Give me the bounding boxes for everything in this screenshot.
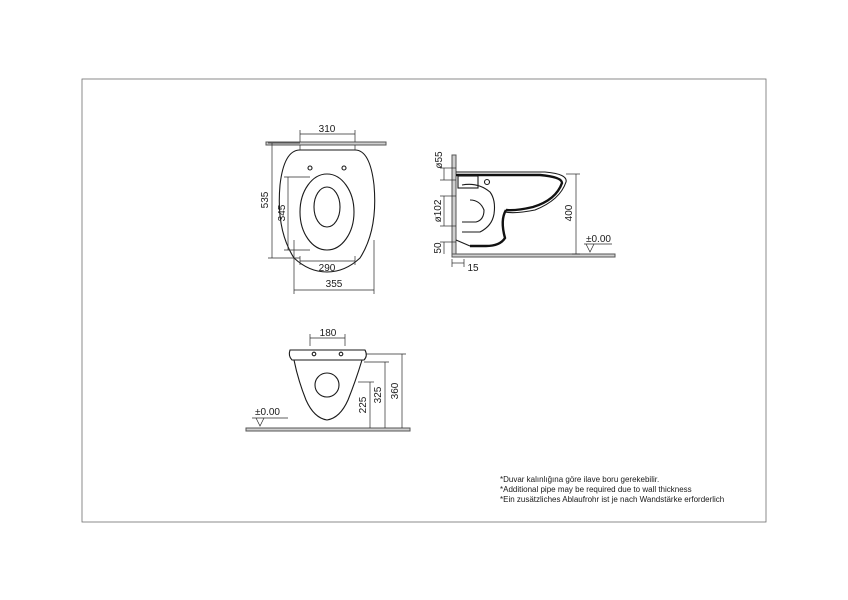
hinge-hole-left <box>308 166 312 170</box>
side-bracket <box>458 176 478 188</box>
front-outlet <box>315 373 339 397</box>
dim-290: 290 <box>318 263 336 274</box>
notes <box>500 475 724 504</box>
side-rim <box>456 172 566 213</box>
dim-355: 355 <box>325 279 343 290</box>
front-floor-level: ±0.00 <box>255 407 280 418</box>
dim-o55: ø55 <box>434 151 445 169</box>
note-en: *Additional pipe may be required due to wall thickness <box>500 485 692 494</box>
side-view <box>433 151 615 274</box>
dim-225: 225 <box>358 396 369 414</box>
dim-180: 180 <box>319 328 337 339</box>
side-floor-level: ±0.00 <box>586 234 611 245</box>
front-rim <box>289 350 366 360</box>
side-floor <box>452 254 615 257</box>
top-view <box>260 124 386 294</box>
hinge-hole-right <box>342 166 346 170</box>
dim-o102: ø102 <box>433 199 444 223</box>
note-de: *Ein zusätzliches Ablaufrohr ist je nach Wandstärke erforderlich <box>500 495 725 504</box>
front-level-marker-icon <box>256 418 264 426</box>
dim-535: 535 <box>260 191 271 209</box>
dim-345: 345 <box>277 204 288 222</box>
bowl-outline <box>279 150 374 272</box>
front-view <box>246 328 410 431</box>
side-pipe-opening <box>485 180 490 185</box>
dim-400: 400 <box>564 204 575 222</box>
seat-outline <box>300 174 354 250</box>
dim-15: 15 <box>467 263 479 274</box>
front-floor <box>246 428 410 431</box>
dim-50: 50 <box>433 242 444 254</box>
side-wall <box>452 155 456 256</box>
top-wall <box>266 142 386 145</box>
side-trap <box>462 184 495 232</box>
level-marker-icon <box>586 244 594 252</box>
note-tr: *Duvar kalınlığına göre ilave boru gerekebilir. <box>500 475 660 484</box>
dim-360: 360 <box>390 382 401 400</box>
side-bowl-body <box>470 210 506 246</box>
sheet-frame <box>82 79 766 522</box>
dim-310: 310 <box>318 124 336 135</box>
bowl-opening <box>314 187 340 227</box>
front-bowl <box>294 360 362 420</box>
dim-325: 325 <box>373 386 384 404</box>
side-trap-inner <box>462 200 484 222</box>
